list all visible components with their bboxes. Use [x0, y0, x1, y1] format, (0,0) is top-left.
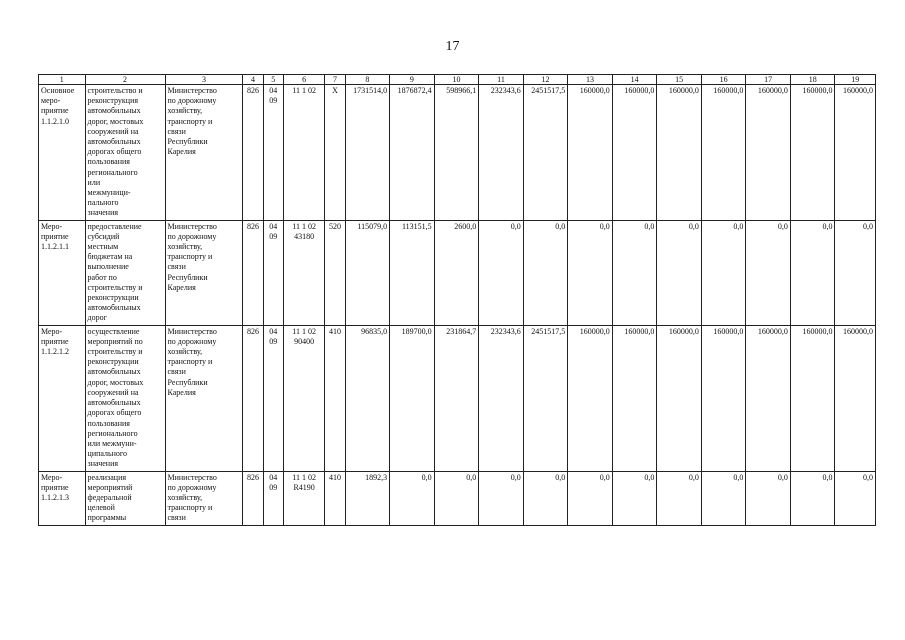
cell-code-5: 04 09: [263, 85, 283, 221]
cell-code-4: 826: [243, 325, 263, 471]
cell-value-11: 0,0: [479, 220, 524, 325]
cell-value-10: 231864,7: [434, 325, 479, 471]
column-header-9: 9: [390, 75, 435, 85]
cell-code-5: 04 09: [263, 471, 283, 525]
cell-code-5: 04 09: [263, 220, 283, 325]
column-header-18: 18: [790, 75, 835, 85]
cell-value-15: 0,0: [657, 220, 702, 325]
cell-value-18: 160000,0: [790, 325, 835, 471]
cell-code-6: 11 1 02 R4190: [283, 471, 324, 525]
cell-value-13: 0,0: [568, 471, 613, 525]
column-header-13: 13: [568, 75, 613, 85]
column-header-6: 6: [283, 75, 324, 85]
cell-value-12: 2451517,5: [523, 325, 568, 471]
cell-value-16: 160000,0: [701, 85, 746, 221]
table-row: [39, 220, 876, 325]
cell-code-6: 11 1 02 43180: [283, 220, 324, 325]
cell-code-6: 11 1 02: [283, 85, 324, 221]
cell-value-12: 0,0: [523, 220, 568, 325]
table-row: [39, 325, 876, 471]
column-header-12: 12: [523, 75, 568, 85]
cell-value-16: 0,0: [701, 220, 746, 325]
table-row: [39, 471, 876, 525]
cell-code-4: 826: [243, 220, 263, 325]
budget-table: [38, 74, 876, 526]
cell-value-17: 160000,0: [746, 325, 791, 471]
column-header-5: 5: [263, 75, 283, 85]
cell-value-18: 0,0: [790, 471, 835, 525]
cell-value-16: 0,0: [701, 471, 746, 525]
cell-value-13: 160000,0: [568, 85, 613, 221]
cell-value-15: 160000,0: [657, 325, 702, 471]
cell-value-9: 1876872,4: [390, 85, 435, 221]
cell-code-7: Х: [325, 85, 345, 221]
cell-value-13: 160000,0: [568, 325, 613, 471]
page-number: 17: [445, 39, 460, 54]
cell-value-18: 160000,0: [790, 85, 835, 221]
column-header-4: 4: [243, 75, 263, 85]
cell-value-14: 0,0: [612, 471, 657, 525]
cell-value-14: 160000,0: [612, 325, 657, 471]
cell-value-10: 2600,0: [434, 220, 479, 325]
column-header-2: 2: [85, 75, 165, 85]
cell-code-7: 520: [325, 220, 345, 325]
cell-activity-name: Основное меро- приятие 1.1.2.1.0: [39, 85, 86, 221]
cell-value-15: 0,0: [657, 471, 702, 525]
cell-value-19: 160000,0: [835, 325, 876, 471]
cell-value-8: 1892,3: [345, 471, 390, 525]
cell-value-8: 115079,0: [345, 220, 390, 325]
cell-code-7: 410: [325, 325, 345, 471]
column-header-8: 8: [345, 75, 390, 85]
column-header-10: 10: [434, 75, 479, 85]
cell-code-4: 826: [243, 85, 263, 221]
column-header-16: 16: [701, 75, 746, 85]
cell-executor: Министерство по дорожному хозяйству, транспорту и связи Республики Карелия: [165, 85, 243, 221]
column-header-7: 7: [325, 75, 345, 85]
cell-description: реализация мероприятий федеральной целевой программы: [85, 471, 165, 525]
cell-value-17: 0,0: [746, 220, 791, 325]
cell-value-13: 0,0: [568, 220, 613, 325]
cell-value-9: 113151,5: [390, 220, 435, 325]
cell-code-4: 826: [243, 471, 263, 525]
cell-activity-name: Меро- приятие 1.1.2.1.3: [39, 471, 86, 525]
cell-value-10: 598966,1: [434, 85, 479, 221]
header-row: [39, 75, 876, 85]
column-header-19: 19: [835, 75, 876, 85]
table-row: [39, 85, 876, 221]
cell-executor: Министерство по дорожному хозяйству, транспорту и связи Республики Карелия: [165, 325, 243, 471]
cell-value-17: 0,0: [746, 471, 791, 525]
table-body: [39, 85, 876, 526]
column-header-11: 11: [479, 75, 524, 85]
column-header-15: 15: [657, 75, 702, 85]
cell-code-5: 04 09: [263, 325, 283, 471]
cell-value-12: 2451517,5: [523, 85, 568, 221]
column-header-14: 14: [612, 75, 657, 85]
cell-value-14: 0,0: [612, 220, 657, 325]
cell-value-19: 160000,0: [835, 85, 876, 221]
cell-description: предоставление субсидий местным бюджетам на выполнение работ по строительству и реконструкции автомобильных дорог: [85, 220, 165, 325]
cell-value-17: 160000,0: [746, 85, 791, 221]
column-header-1: 1: [39, 75, 86, 85]
cell-value-11: 232343,6: [479, 325, 524, 471]
cell-value-11: 232343,6: [479, 85, 524, 221]
cell-value-9: 0,0: [390, 471, 435, 525]
cell-value-10: 0,0: [434, 471, 479, 525]
column-header-3: 3: [165, 75, 243, 85]
cell-value-9: 189700,0: [390, 325, 435, 471]
cell-value-18: 0,0: [790, 220, 835, 325]
cell-executor: Министерство по дорожному хозяйству, транспорту и связи: [165, 471, 243, 525]
cell-code-6: 11 1 02 90400: [283, 325, 324, 471]
cell-value-19: 0,0: [835, 471, 876, 525]
cell-value-8: 1731514,0: [345, 85, 390, 221]
cell-code-7: 410: [325, 471, 345, 525]
cell-value-14: 160000,0: [612, 85, 657, 221]
cell-value-8: 96835,0: [345, 325, 390, 471]
table-header: [39, 75, 876, 85]
cell-value-16: 160000,0: [701, 325, 746, 471]
cell-description: строительство и реконструкция автомобильных дорог, мостовых сооружений на автомобильных дорогах общего пользования регионального или межмуници- пального значения: [85, 85, 165, 221]
cell-value-12: 0,0: [523, 471, 568, 525]
cell-value-15: 160000,0: [657, 85, 702, 221]
column-header-17: 17: [746, 75, 791, 85]
cell-executor: Министерство по дорожному хозяйству, транспорту и связи Республики Карелия: [165, 220, 243, 325]
cell-activity-name: Меро- приятие 1.1.2.1.1: [39, 220, 86, 325]
cell-activity-name: Меро- приятие 1.1.2.1.2: [39, 325, 86, 471]
cell-value-11: 0,0: [479, 471, 524, 525]
cell-description: осуществление мероприятий по строительству и реконструкции автомобильных дорог, мостовых сооружений на автомобильных дорогах общего пользования регионального или межмуни- ципального значения: [85, 325, 165, 471]
cell-value-19: 0,0: [835, 220, 876, 325]
